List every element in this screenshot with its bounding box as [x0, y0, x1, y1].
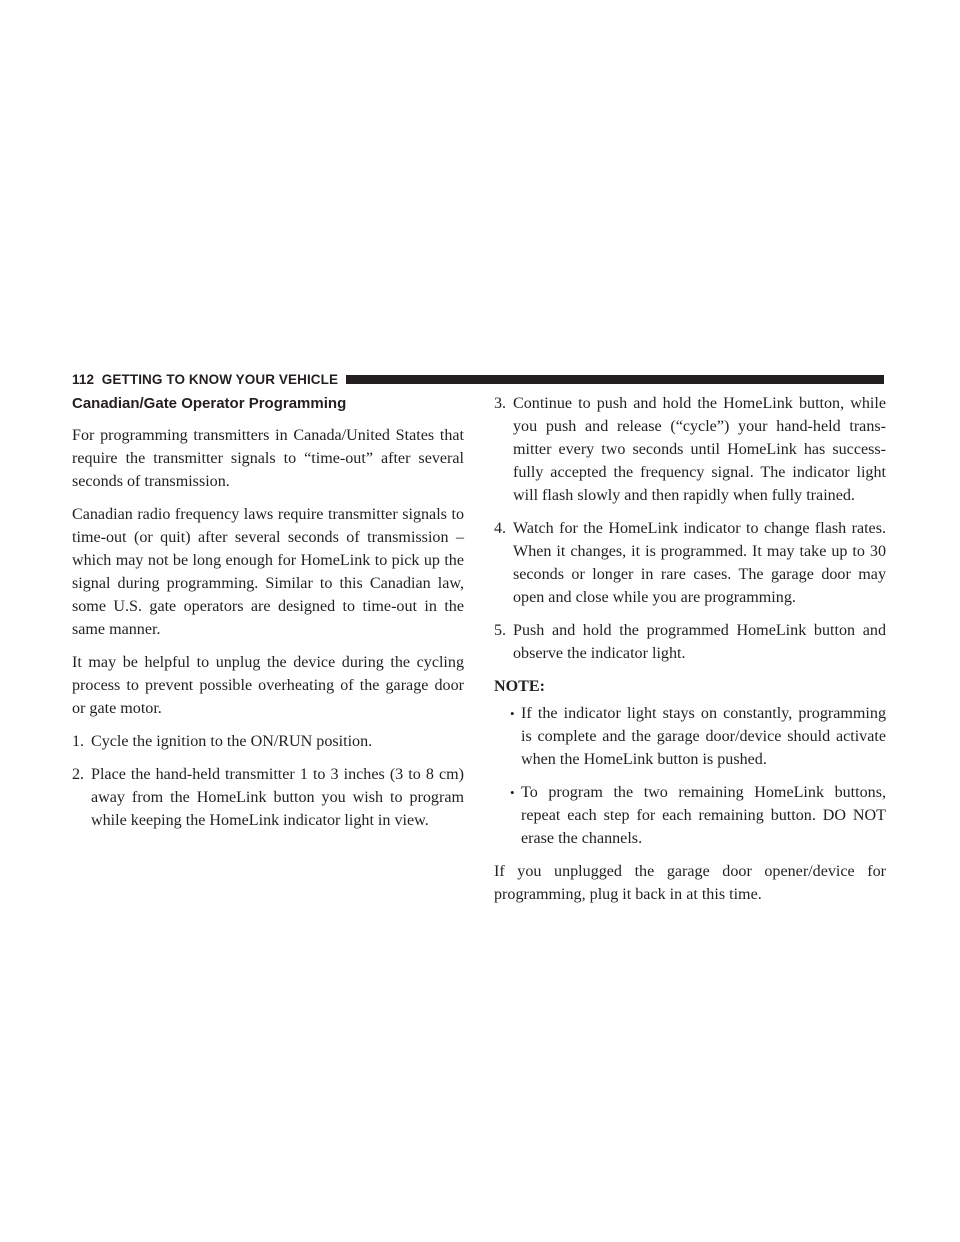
step-text: Watch for the HomeLink indicator to change flash rates. When it changes, it is programmed. It may take up to 30 seconds or longer in rare cases. The garage door may open and close while you are programming.	[513, 520, 886, 606]
note-bullet	[494, 702, 886, 771]
paragraph: Canadian radio frequency laws require transmitter signals to time-out (or quit) after several seconds of transmission – which may not be long enough for HomeLink to pick up the signal during programming. Similar to this Canadian law, some U.S. gate operators are designed to time-out in the same manner.	[72, 506, 464, 638]
step-number: 4.	[494, 520, 507, 537]
paragraph: For programming transmitters in Canada/United States that require the transmitter signals to “time-out” after several seconds of transmission.	[72, 427, 464, 490]
bullet-text: If the indicator light stays on constantly, programming is complete and the garage door/device should activate when the HomeLink button is pushed.	[521, 705, 886, 768]
page-header-label	[72, 372, 338, 387]
step-number: 3.	[494, 395, 507, 412]
step-item	[72, 763, 464, 832]
step-item	[494, 517, 886, 609]
page-header	[72, 368, 884, 390]
note-bullet	[494, 781, 886, 850]
section-heading: Canadian/Gate Operator Programming	[72, 395, 347, 412]
page-number: 112	[72, 371, 95, 387]
step-text: Cycle the ignition to the ON/RUN position.	[91, 733, 373, 750]
header-rule	[346, 375, 884, 384]
closing-paragraph: If you unplugged the garage door opener/device for programming, plug it back in at this time.	[494, 863, 886, 903]
step-item	[494, 392, 886, 507]
step-item	[494, 619, 886, 665]
step-text: Continue to push and hold the HomeLink button, while you push and release (“cycle”) your hand-held transmitter every two seconds until HomeLink has successfully accepted the frequency signal. The indicator light will flash slowly and then rapidly when fully trained.	[513, 395, 886, 504]
step-number: 1.	[72, 733, 85, 750]
bullet-text: To program the two remaining HomeLink buttons, repeat each step for each remaining button. DO NOT erase the channels.	[521, 784, 886, 847]
step-number: 5.	[494, 622, 507, 639]
section-title: GETTING TO KNOW YOUR VEHICLE	[101, 371, 339, 387]
step-text: Push and hold the programmed HomeLink button and observe the indicator light.	[513, 622, 886, 662]
note-label: NOTE:	[494, 678, 545, 695]
left-column	[72, 392, 464, 842]
right-column	[494, 392, 886, 916]
step-text: Place the hand-held transmitter 1 to 3 inches (3 to 8 cm) away from the HomeLink button you wish to program while keeping the HomeLink indicator light in view.	[91, 766, 464, 829]
step-number: 2.	[72, 766, 85, 783]
bullet-icon: •	[510, 785, 515, 800]
bullet-icon: •	[510, 706, 515, 721]
paragraph: It may be helpful to unplug the device during the cycling process to prevent possible overheating of the garage door or gate motor.	[72, 654, 464, 717]
step-item	[72, 730, 464, 753]
